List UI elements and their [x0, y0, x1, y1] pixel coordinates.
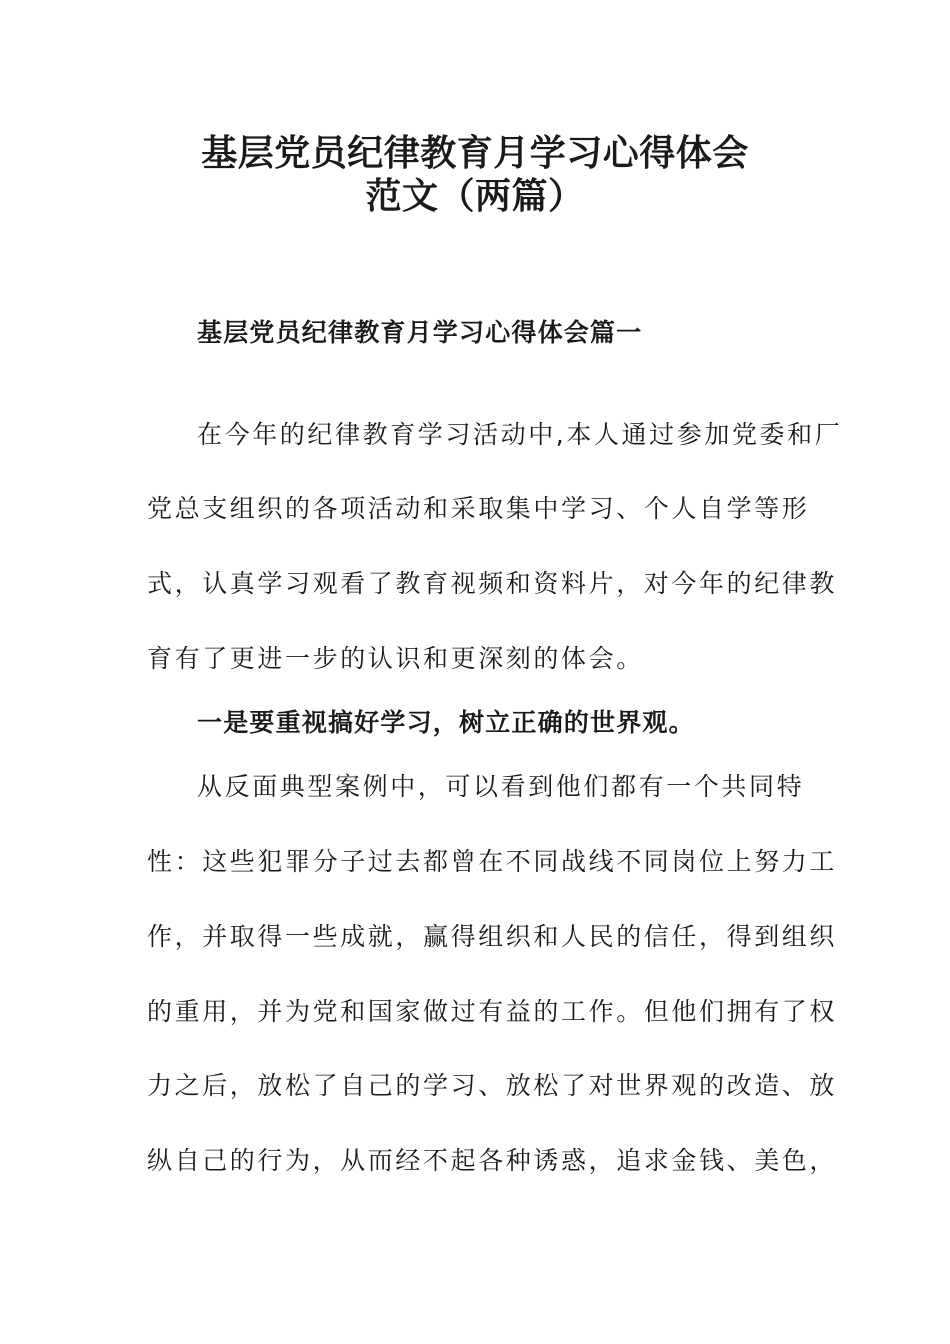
document-title-line-1: 基层党员纪律教育月学习心得体会 [201, 132, 749, 174]
point-1-heading: 一是要重视搞好学习，树立正确的世界观。 [197, 708, 695, 737]
paragraph-2-line-1: 从反面典型案例中，可以看到他们都有一个共同特 [197, 772, 805, 801]
paragraph-1-line-3: 式，认真学习观看了教育视频和资料片，对今年的纪律教 [147, 569, 838, 598]
paragraph-1-line-2: 党总支组织的各项活动和采取集中学习、个人自学等形 [147, 494, 810, 523]
paragraph-2-line-2: 性：这些犯罪分子过去都曾在不同战线不同岗位上努力工 [147, 847, 838, 876]
document-title-line-2: 范文（两篇） [365, 175, 585, 217]
paragraph-1-line-4: 育有了更进一步的认识和更深刻的体会。 [147, 644, 644, 673]
section-heading: 基层党员纪律教育月学习心得体会篇一 [197, 318, 643, 347]
paragraph-1-line-1: 在今年的纪律教育学习活动中,本人通过参加党委和厂 [197, 420, 843, 449]
paragraph-2-line-6: 纵自己的行为，从而经不起各种诱惑，追求金钱、美色， [147, 1146, 838, 1175]
paragraph-2-line-3: 作，并取得一些成就，赢得组织和人民的信任，得到组织 [147, 922, 838, 951]
paragraph-2-line-5: 力之后，放松了自己的学习、放松了对世界观的改造、放 [147, 1071, 838, 1100]
paragraph-2-line-4: 的重用，并为党和国家做过有益的工作。但他们拥有了权 [147, 997, 838, 1026]
